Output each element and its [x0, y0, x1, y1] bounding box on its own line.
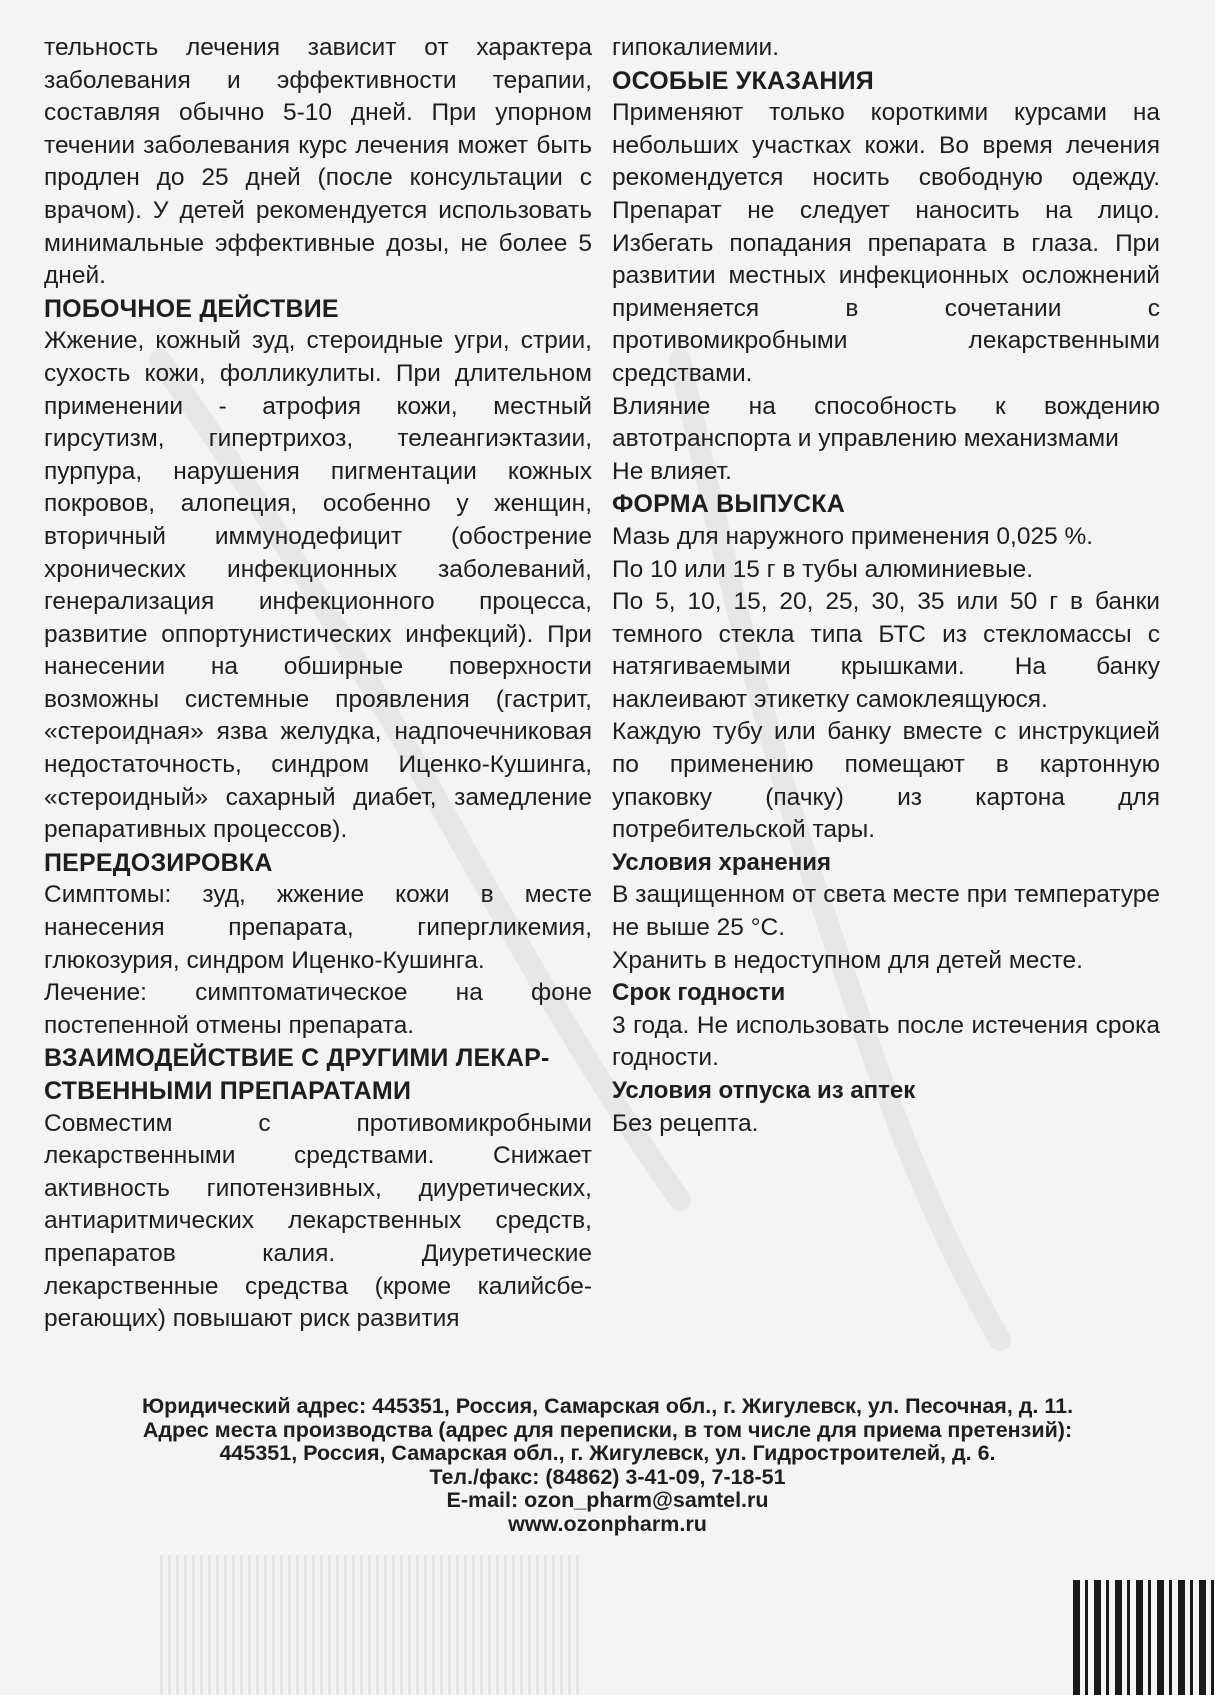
paragraph: По 5, 10, 15, 20, 25, 30, 35 или 50 г в банки темного стекла типа БТС из стекломассы с натягиваемыми крышками. На банку наклеивают этикетку самоклеящуюся.: [612, 588, 1160, 713]
section-heading: ОСОБЫЕ УКАЗАНИЯ: [612, 66, 874, 95]
phone: Тел./факс: (84862) 3-41-09, 7-18-51: [429, 1464, 786, 1489]
section-heading: Условия отпуска из аптек: [612, 1077, 916, 1104]
paragraph: В защищенном от света месте при температуре не выше 25 °С.: [612, 881, 1160, 942]
legal-address: Юридический адрес: 445351, Россия, Самарская обл., г. Жигулевск, ул. Песочная, д. 11.: [141, 1394, 1074, 1418]
paragraph: Каждую тубу или банку вместе с инструкцией по применению помещают в картонную упаковку (пачку) из картона для потребительской тары.: [612, 718, 1160, 844]
paragraph: Без рецепта.: [612, 1109, 759, 1137]
faint-print-through: [160, 1555, 580, 1695]
paragraph: Хранить в недоступном для детей месте.: [612, 946, 1083, 974]
paragraph: Симптомы: зуд, жжение кожи в месте нанесения препарата, гипергликемия, глюкозурия, синдром Иценко-Кушинга.: [44, 881, 592, 974]
manufacturer-footer: [30, 1395, 1185, 1536]
production-address-label: Адрес места производства (адрес для переписки, в том числе для приема претензий):: [142, 1417, 1073, 1442]
paragraph: Жжение, кожный зуд, стероидные угри, стрии, сухость кожи, фолликулиты. При длительном применении - атрофия кожи, местный гирсутизм, гипертрихоз, телеангиэктазии, пурпура, нарушения пигментации кожных покровов, алопеция, особенно у женщин, вторичный иммунодефицит (обострение хронических инфекционных заболеваний, генерализация инфекционного процесса, развитие оппортунистических инфекций). При нанесении на обширные поверхности возможны системные проявления (гастрит, «стероидная» язва желудка, надпочечниковая недостаточность, синдром Иценко-Кушинга, «стероидный» сахарный диабет, замедление репаративных процессов).: [44, 327, 592, 844]
paragraph: Применяют только короткими курсами на небольших участках кожи. Во время лечения рекомендуется носить свободную одежду. Препарат не следует наносить на лицо. Избегать попадания препарата в глаза. При развитии местных инфекционных осложнений применяется в сочетании с противомикробными лекарственными средствами.: [612, 99, 1160, 387]
section-heading: Условия хранения: [612, 848, 831, 876]
right-column: [612, 32, 1160, 1140]
barcode: [1073, 1580, 1215, 1695]
section-heading: ВЗАИМОДЕЙСТВИЕ С ДРУГИМИ ЛЕКАРСТВЕННЫМИ ПРЕПАРАТАМИ: [44, 1044, 550, 1105]
paragraph: Совместим с противомикробными лекарственными средствами. Снижает активность гипотензивных, диуретических, антиаритмических лекарственных средств, препаратов калия. Диуретические лекарственные средства (кроме калийсберегающих) повышают риск развития: [44, 1109, 592, 1333]
paragraph: Лечение: симптоматическое на фоне постепенной отмены препарата.: [44, 979, 592, 1039]
paragraph: тельность лечения зависит от характера заболевания и эффективности терапии, составляя обычно 5-10 дней. При упорном течении заболевания курс лечения может быть продлен до 25 дней (после консультации с врачом). У детей рекомендуется использовать минимальные эффективные дозы, не более 5 дней.: [44, 34, 592, 290]
paragraph: По 10 или 15 г в тубы алюминиевые.: [612, 555, 1034, 583]
paragraph: гипокалиемии.: [612, 34, 780, 61]
section-heading: ПЕРЕДОЗИРОВКА: [44, 848, 273, 877]
paragraph: 3 года. Не использовать после истечения срока годности.: [612, 1011, 1160, 1072]
section-heading: Срок годности: [612, 979, 786, 1007]
paragraph: Не влияет.: [612, 457, 732, 485]
production-address: 445351, Россия, Самарская обл., г. Жигулевск, ул. Гидростроителей, д. 6.: [219, 1441, 996, 1465]
section-heading: ФОРМА ВЫПУСКА: [612, 490, 845, 519]
website: www.ozonpharm.ru: [508, 1511, 707, 1536]
section-heading: ПОБОЧНОЕ ДЕЙСТВИЕ: [44, 294, 339, 323]
email: E-mail: ozon_pharm@samtel.ru: [446, 1488, 769, 1512]
paragraph: Влияние на способность к вождению автотранспорта и управлению механизмами: [612, 392, 1160, 453]
paragraph: Мазь для наружного применения 0,025 %.: [612, 522, 1094, 550]
left-column: [44, 32, 592, 1336]
